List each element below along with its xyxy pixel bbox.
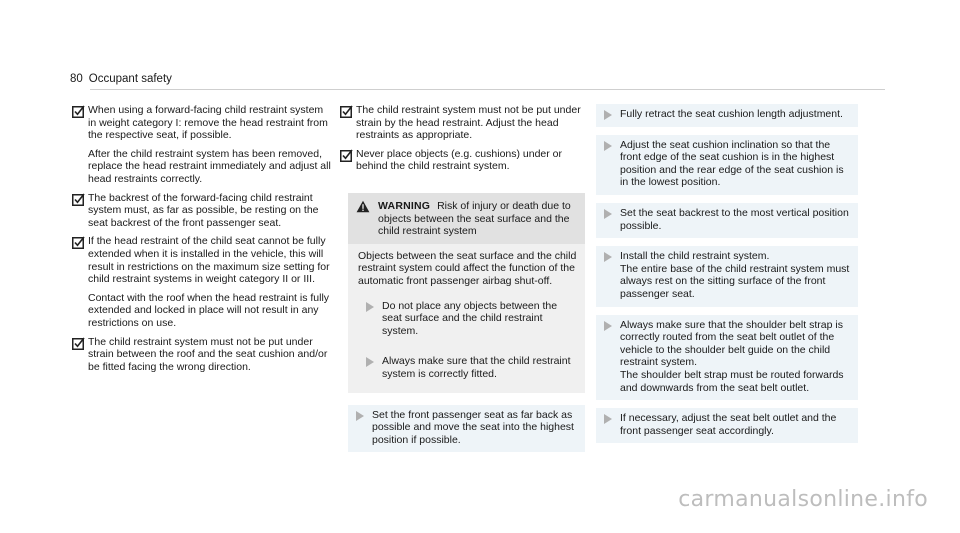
- step-arrow-icon: [604, 414, 612, 424]
- step-text: Install the child restraint system. The entire base of the child restraint system must always rest on the sitting surface of the front passenger seat.: [620, 250, 850, 300]
- step-text: Always make sure that the shoulder belt strap is correctly routed from the seat belt outlet of the vehicle to the shoulder belt guide on the child restraint system. The shoulder belt strap must be routed forwards and downwards from the seat belt outlet.: [620, 318, 844, 394]
- warning-step: [358, 296, 577, 344]
- page-header: [70, 73, 172, 85]
- step-arrow-icon: [366, 302, 374, 312]
- check-item: [340, 104, 585, 142]
- checkbox-tick-icon: [340, 149, 353, 162]
- check-item: [340, 148, 585, 173]
- checkbox-tick-icon: [72, 337, 85, 350]
- check-text: Contact with the roof when the head restraint is fully extended and locked in place will not result in any restrictions on use.: [88, 291, 330, 329]
- check-text: The child restraint system must not be put under strain between the roof and the seat cushion and/or be fitted facing the wrong direction.: [88, 335, 328, 373]
- page-number: 80: [70, 73, 83, 85]
- step-arrow-icon: [366, 357, 374, 367]
- section-title: Occupant safety: [88, 73, 172, 85]
- column-3: [596, 104, 858, 451]
- step-text: Set the seat backrest to the most vertical position possible.: [620, 206, 849, 232]
- step-text: Adjust the seat cushion inclination so that the front edge of the seat cushion is in the highest position and the rear edge of the seat cushion is in the lowest position.: [620, 138, 844, 189]
- warning-step-text: Always make sure that the child restraint system is correctly fitted.: [382, 355, 571, 380]
- step-text: Set the front passenger seat as far back as possible and move the seat into the highest position if possible.: [372, 408, 574, 446]
- instruction-step: [596, 203, 858, 238]
- check-item: [72, 235, 334, 329]
- check-item: [72, 192, 334, 230]
- instruction-step: [348, 405, 585, 453]
- step-arrow-icon: [604, 252, 612, 262]
- header-divider: [90, 89, 885, 90]
- check-text: When using a forward-facing child restraint system in weight category I: remove the head restraint from the respective seat, if possible.: [88, 104, 328, 142]
- instruction-step: [596, 135, 858, 195]
- step-arrow-icon: [604, 321, 612, 331]
- step-arrow-icon: [356, 411, 364, 421]
- check-item: [72, 336, 334, 374]
- column-2: [340, 104, 585, 460]
- warning-headline: Risk of injury or death due to objects between the seat surface and the child restraint system: [378, 199, 571, 238]
- checkbox-tick-icon: [72, 105, 85, 118]
- warning-text: Objects between the seat surface and the child restraint system could affect the function of the automatic front passenger airbag shut-off.: [358, 249, 577, 287]
- step-arrow-icon: [604, 209, 612, 219]
- instruction-step: [596, 408, 858, 443]
- warning-step: [358, 351, 577, 386]
- step-text: If necessary, adjust the seat belt outlet and the front passenger seat accordingly.: [620, 412, 837, 437]
- warning-box: [348, 193, 585, 393]
- instruction-step: [596, 246, 858, 306]
- warning-step-text: Do not place any objects between the seat surface and the child restraint system.: [382, 299, 558, 337]
- check-item: [72, 104, 334, 186]
- column-1: [72, 104, 334, 379]
- checkbox-tick-icon: [340, 105, 353, 118]
- check-text: After the child restraint system has been removed, replace the head restraint immediately and adjust all head restraints correctly.: [88, 147, 331, 185]
- checkbox-tick-icon: [72, 193, 85, 206]
- step-text: Fully retract the seat cushion length adjustment.: [620, 108, 843, 120]
- instruction-step: [596, 315, 858, 401]
- check-text: The backrest of the forward-facing child restraint system must, as far as possible, be resting on the seat backrest of the front passenger seat.: [88, 191, 319, 229]
- check-text: Never place objects (e.g. cushions) under or behind the child restraint system.: [356, 147, 563, 173]
- warning-label: WARNING: [378, 199, 431, 212]
- check-text: If the head restraint of the child seat cannot be fully extended when it is installed in the vehicle, this will result in restrictions on the maximum size setting for child restraint systems in weight category II or III.: [88, 235, 330, 286]
- warning-triangle-icon: [356, 200, 370, 213]
- check-text: The child restraint system must not be put under strain by the head restraint. Adjust the head restraints as appropriate.: [356, 104, 581, 142]
- warning-header: [348, 193, 585, 244]
- watermark-text: carmanualsonline.info: [678, 487, 928, 512]
- instruction-step: [596, 104, 858, 127]
- step-arrow-icon: [604, 110, 612, 120]
- checkbox-tick-icon: [72, 236, 85, 249]
- warning-body: [348, 244, 585, 393]
- step-arrow-icon: [604, 141, 612, 151]
